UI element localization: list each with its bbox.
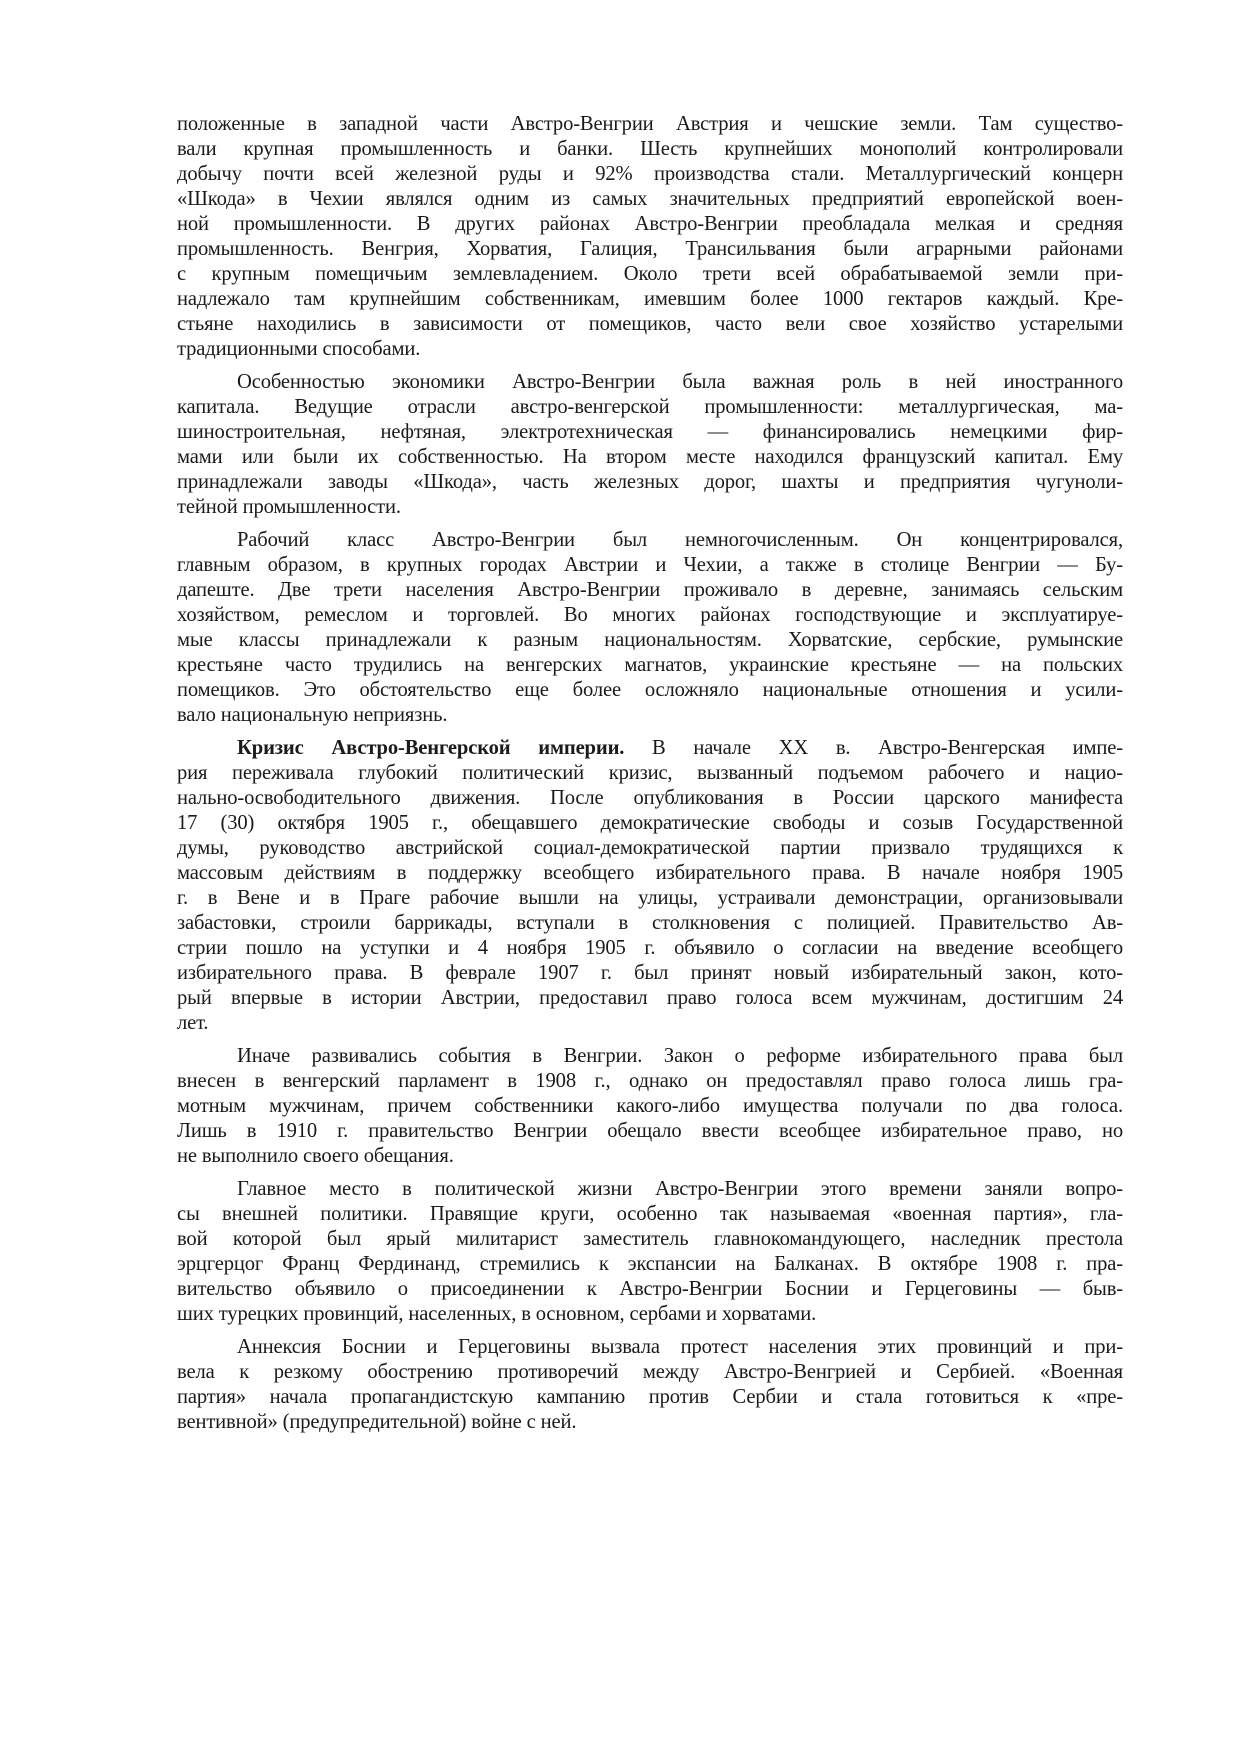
text-line: вительство объявило о присоединении к Австро-Венгрии Боснии и Герцеговины — быв- [177, 1278, 1123, 1300]
text-line: забастовки, строили баррикады, вступали в столкновения с полицией. Правительство Ав- [177, 912, 1123, 934]
text-line: лет. [177, 1012, 209, 1034]
text-line: вало национальную неприязнь. [177, 704, 448, 726]
text-line: мые классы принадлежали к разным национальностям. Хорватские, сербские, румынские [177, 629, 1123, 651]
text-line: стьяне находились в зависимости от помещиков, часто вели свое хозяйство устарелыми [177, 313, 1123, 335]
text-line: думы, руководство австрийской социал-демократической партии призвало трудящихся к [177, 837, 1123, 859]
text-line: избирательного права. В феврале 1907 г. был принят новый избирательный закон, кото- [177, 962, 1123, 984]
text-line: мами или были их собственностью. На втором месте находился французский капитал. Ему [177, 446, 1123, 468]
paragraph-empire-crisis [177, 736, 1123, 1036]
text-line: ной промышленности. В других районах Австро-Венгрии преобладала мелкая и средняя [177, 213, 1123, 235]
text-line: капитала. Ведущие отрасли австро-венгерской промышленности: металлургическая, ма- [177, 396, 1123, 418]
text-line: Лишь в 1910 г. правительство Венгрии обещало ввести всеобщее избирательное право, но [177, 1120, 1123, 1142]
paragraph-economy-west [177, 112, 1123, 362]
text-line: эрцгерцог Франц Фердинанд, стремились к экспансии на Балканах. В октябре 1908 г. пра- [177, 1253, 1123, 1275]
text-line: не выполнило своего обещания. [177, 1145, 454, 1167]
text-line: крестьяне часто трудились на венгерских магнатов, украинские крестьяне — на польских [177, 654, 1123, 676]
text-line: Рабочий класс Австро-Венгрии был немногочисленным. Он концентрировался, [237, 529, 1123, 551]
text-run: В начале XX в. Австро-Венгерская импе- [624, 737, 1123, 759]
paragraph-foreign-capital [177, 370, 1123, 520]
text-line: массовым действиям в поддержку всеобщего избирательного права. В начале ноября 1905 [177, 862, 1123, 884]
text-line: шиностроительная, нефтяная, электротехническая — финансировались немецкими фир- [177, 421, 1123, 443]
text-line: партия» начала пропагандистскую кампанию против Сербии и стала готовиться к «пре- [177, 1386, 1123, 1408]
text-line: принадлежали заводы «Шкода», часть железных дорог, шахты и предприятия чугуноли- [177, 471, 1123, 493]
text-line: вой которой был ярый милитарист заместитель главнокомандующего, наследник престола [177, 1228, 1123, 1250]
paragraph-foreign-policy [177, 1177, 1123, 1327]
text-line: тейной промышленности. [177, 496, 401, 518]
text-line: мотным мужчинам, причем собственники какого-либо имущества получали по два голоса. [177, 1095, 1123, 1117]
paragraph-annexation [177, 1335, 1123, 1435]
text-line: с крупным помещичьим землевладением. Около трети всей обрабатываемой земли при- [177, 263, 1123, 285]
text-line: надлежало там крупнейшим собственникам, имевшим более 1000 гектаров каждый. Кре- [177, 288, 1123, 310]
text-line: дапеште. Две трети населения Австро-Венгрии проживало в деревне, занимаясь сельским [177, 579, 1123, 601]
text-line: сы внешней политики. Правящие круги, особенно так называемая «военная партия», гла- [177, 1203, 1123, 1225]
paragraph-working-class [177, 528, 1123, 728]
text-line: г. в Вене и в Праге рабочие вышли на улицы, устраивали демонстрации, организовывали [177, 887, 1123, 909]
text-line: хозяйством, ремеслом и торговлей. Во многих районах господствующие и эксплуатируе- [177, 604, 1123, 626]
text-line: 17 (30) октября 1905 г., обещавшего демократические свободы и созыв Государственной [177, 812, 1123, 834]
document-page [177, 112, 1123, 1443]
text-line: традиционными способами. [177, 338, 421, 360]
text-line: Аннексия Боснии и Герцеговины вызвала протест населения этих провинций и при- [237, 1336, 1123, 1358]
text-line: Главное место в политической жизни Австро-Венгрии этого времени заняли вопро- [237, 1178, 1123, 1200]
text-line: помещиков. Это обстоятельство еще более осложняло национальные отношения и усили- [177, 679, 1123, 701]
text-line: нально-освободительного движения. После опубликования в России царского манифеста [177, 787, 1123, 809]
text-line: вали крупная промышленность и банки. Шесть крупнейших монополий контролировали [177, 138, 1123, 160]
text-line: ших турецких провинций, населенных, в основном, сербами и хорватами. [177, 1303, 817, 1325]
text-line: внесен в венгерский парламент в 1908 г., однако он предоставлял право голоса лишь гра- [177, 1070, 1123, 1092]
text-line: вентивной» (предупредительной) войне с ней. [177, 1411, 577, 1433]
text-line: добычу почти всей железной руды и 92% производства стали. Металлургический концерн [177, 163, 1123, 185]
text-line: промышленность. Венгрия, Хорватия, Галиция, Трансильвания были аграрными районами [177, 238, 1123, 260]
text-line: рый впервые в истории Австрии, предоставил право голоса всем мужчинам, достигшим 24 [177, 987, 1123, 1009]
text-line: рия переживала глубокий политический кризис, вызванный подъемом рабочего и нацио- [177, 762, 1123, 784]
text-line: стрии пошло на уступки и 4 ноября 1905 г. объявило о согласии на введение всеобщего [177, 937, 1123, 959]
text-line: вела к резкому обострению противоречий между Австро-Венгрией и Сербией. «Военная [177, 1361, 1123, 1383]
text-line: Особенностью экономики Австро-Венгрии была важная роль в ней иностранного [237, 371, 1123, 393]
text-line: «Шкода» в Чехии являлся одним из самых значительных предприятий европейской воен- [177, 188, 1123, 210]
section-heading: Кризис Австро-Венгерской империи. [237, 737, 625, 759]
text-line: положенные в западной части Австро-Венгрии Австрия и чешские земли. Там существо- [177, 113, 1123, 135]
text-line: Иначе развивались события в Венгрии. Закон о реформе избирательного права был [237, 1045, 1123, 1067]
paragraph-hungary-reform [177, 1044, 1123, 1169]
text-line: главным образом, в крупных городах Австрии и Чехии, а также в столице Венгрии — Бу- [177, 554, 1123, 576]
text-line [177, 736, 1123, 761]
